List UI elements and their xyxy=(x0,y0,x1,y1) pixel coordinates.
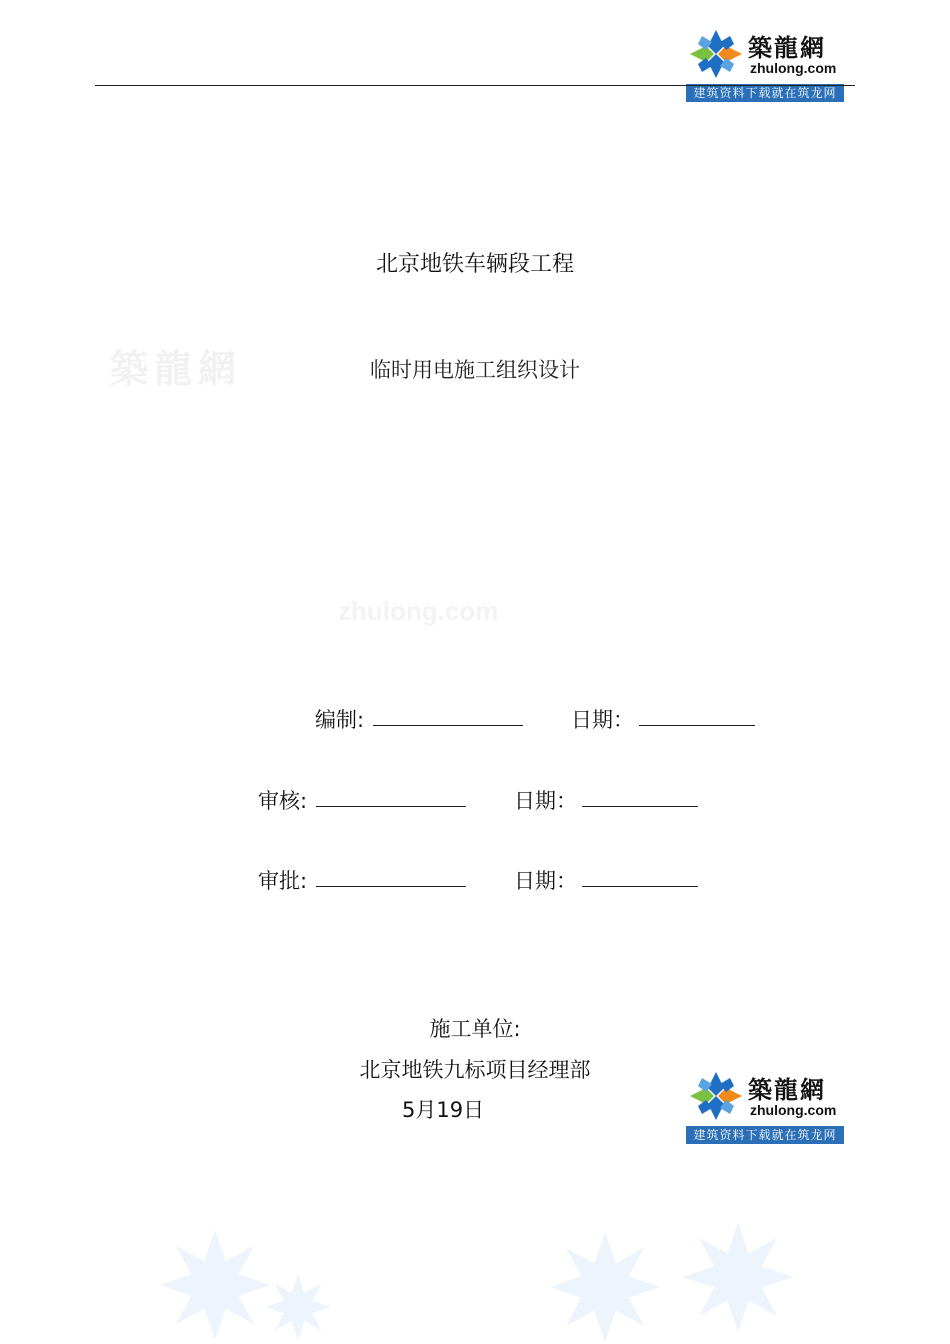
watermark-center: zhulong.com xyxy=(338,596,499,626)
logo-domain: zhulong.com xyxy=(750,60,837,76)
flower-icon xyxy=(683,1222,793,1332)
logo-domain: zhulong.com xyxy=(750,1102,837,1118)
header-divider xyxy=(95,85,855,86)
zhulong-pinwheel-icon xyxy=(688,1070,744,1122)
reviewer-line xyxy=(316,806,466,807)
logo-slogan: 建筑资料下载就在筑龙网 xyxy=(686,1126,844,1144)
header-logo xyxy=(686,24,844,102)
footer-logo xyxy=(686,1066,844,1144)
document-date: 5月19日 xyxy=(402,1098,485,1122)
zhulong-pinwheel-icon xyxy=(688,28,744,80)
logo-name: 築龍網 xyxy=(748,33,826,62)
compiler-line xyxy=(373,725,523,726)
reviewer-label: 审核: xyxy=(258,789,308,813)
reviewer-date-label: 日期： xyxy=(514,789,577,813)
flower-icon xyxy=(550,1232,660,1342)
flower-icon xyxy=(265,1274,331,1340)
watermark-left: 築龍網 xyxy=(110,346,243,391)
compiler-date-label: 日期： xyxy=(571,708,634,732)
project-title: 北京地铁车辆段工程 xyxy=(375,252,574,277)
approver-line xyxy=(316,886,466,887)
approver-label: 审批: xyxy=(258,869,308,893)
flower-watermark-pattern xyxy=(0,1215,950,1344)
compiler-date-line xyxy=(639,725,755,726)
logo-name: 築龍網 xyxy=(748,1075,826,1104)
reviewer-date-line xyxy=(582,806,698,807)
flower-icon xyxy=(160,1230,270,1340)
compiler-label: 编制: xyxy=(315,708,365,732)
construction-unit-label: 施工单位: xyxy=(429,1017,521,1041)
document-title: 临时用电施工组织设计 xyxy=(370,358,580,382)
approver-date-label: 日期： xyxy=(514,869,577,893)
approver-date-line xyxy=(582,886,698,887)
logo-slogan: 建筑资料下载就在筑龙网 xyxy=(686,84,844,102)
construction-unit-name: 北京地铁九标项目经理部 xyxy=(359,1058,591,1082)
